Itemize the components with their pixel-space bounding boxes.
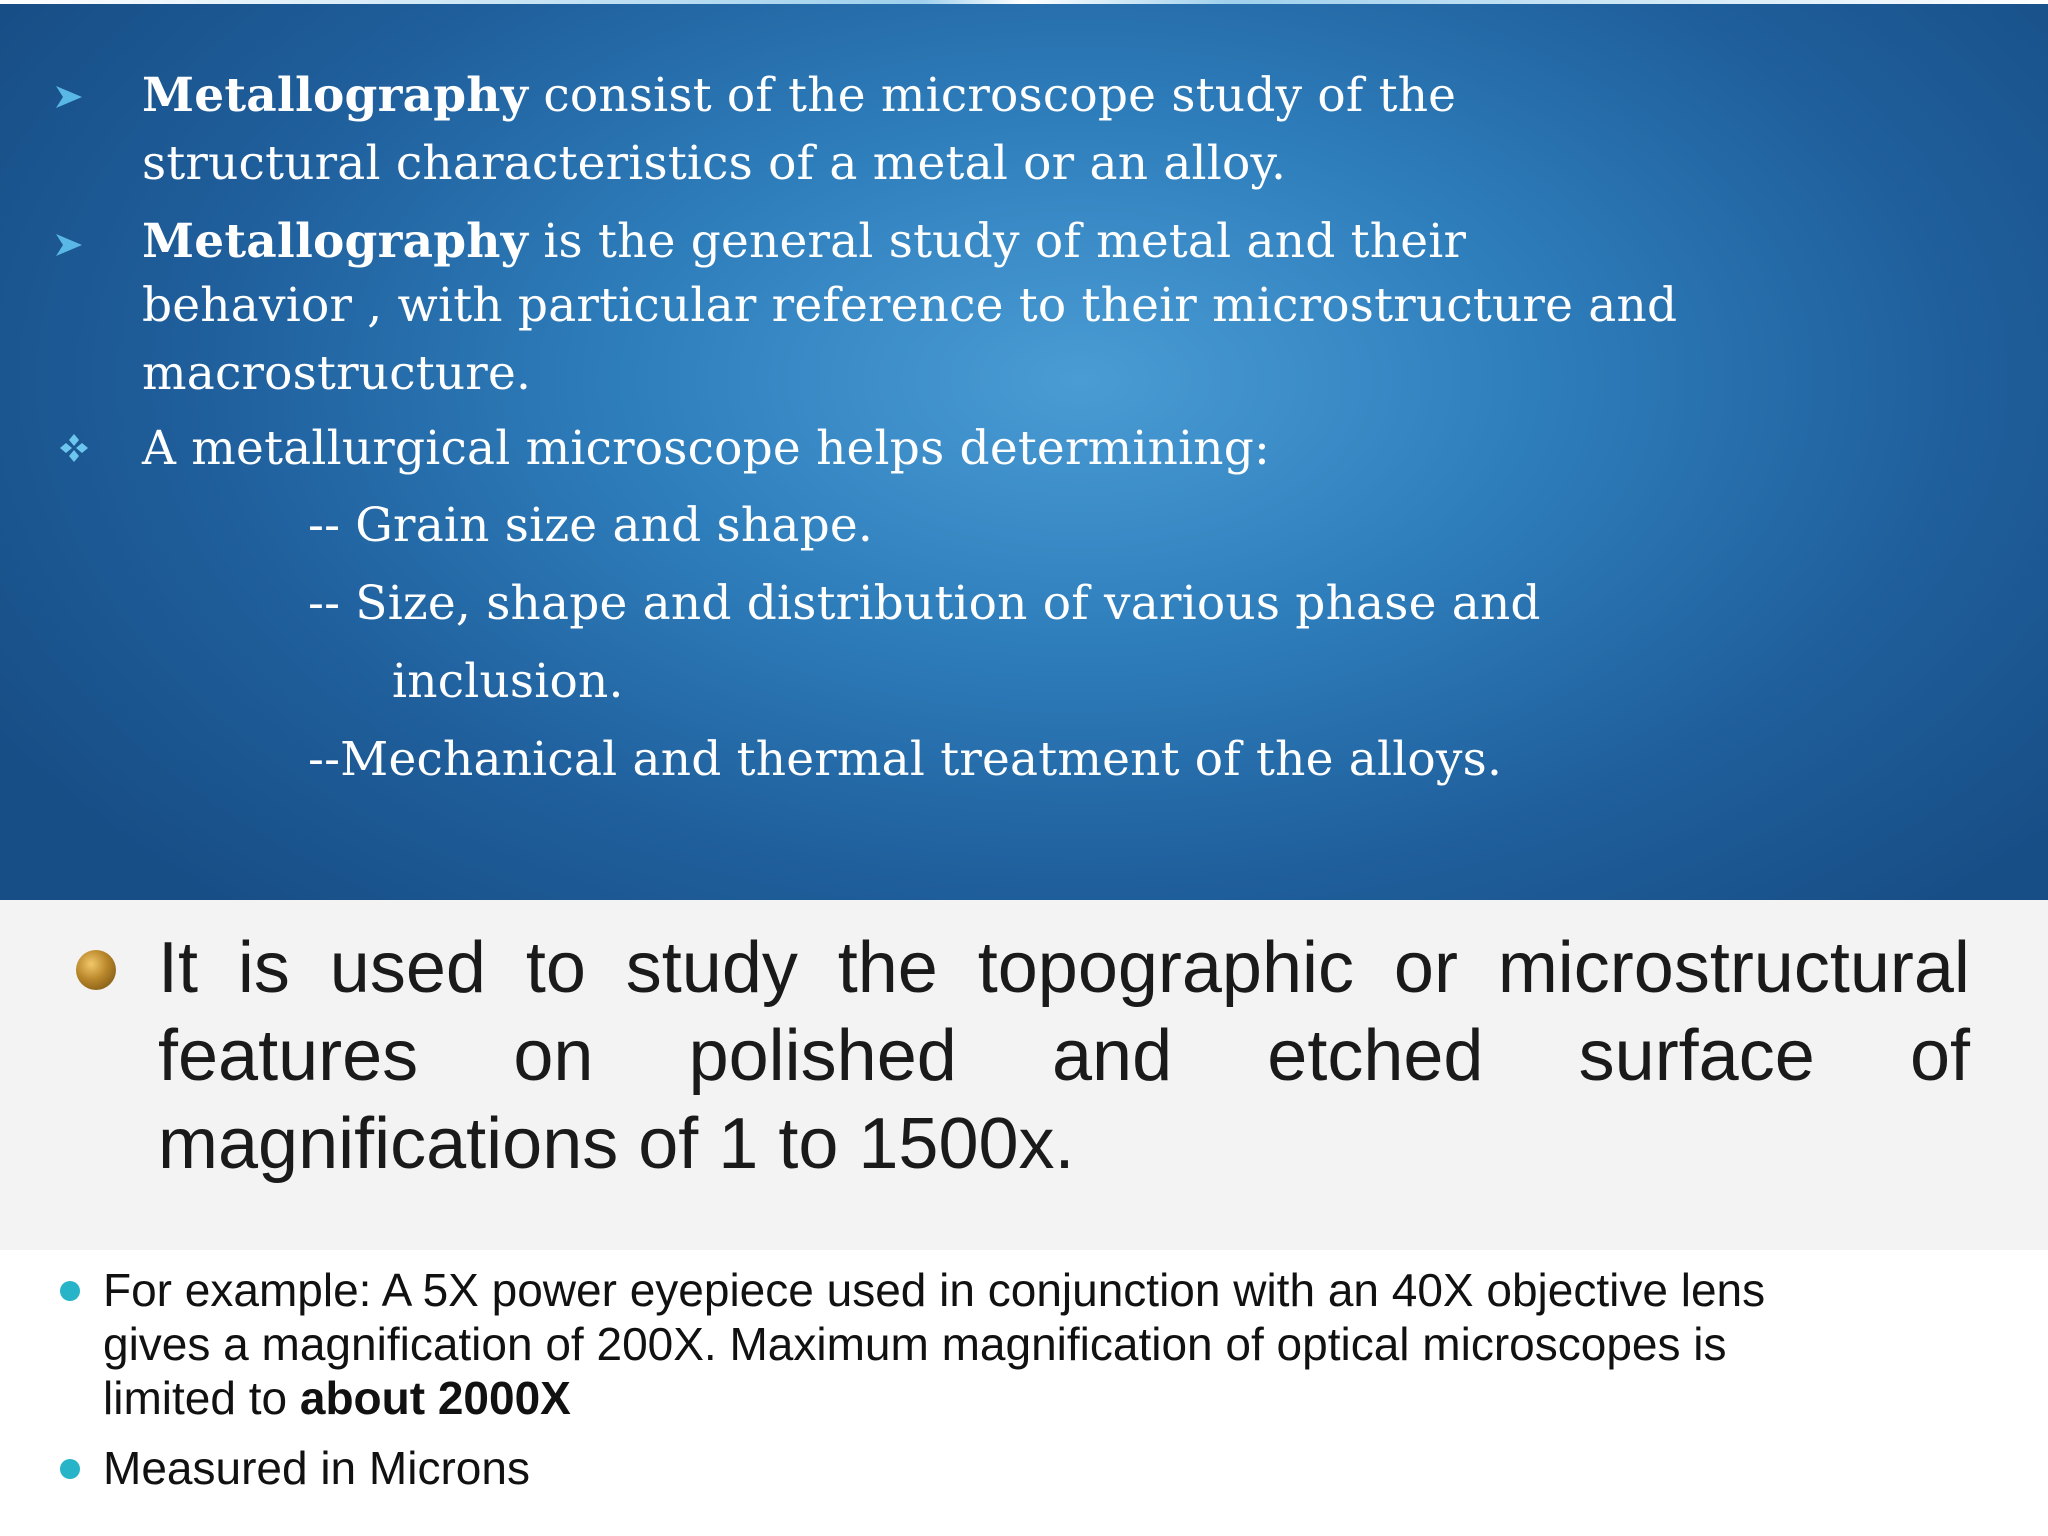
sub-item-treatment: --Mechanical and thermal treatment of the alloys.: [308, 732, 1503, 787]
arrow-bullet-icon: [54, 230, 84, 260]
word: features: [158, 1016, 419, 1096]
white-example-panel: [0, 1250, 2048, 1536]
example-line3: [103, 1371, 571, 1426]
top-accent-strip: [0, 0, 2048, 4]
gold-sphere-bullet-icon: [76, 950, 116, 990]
measured-in-microns: Measured in Microns: [103, 1442, 530, 1494]
example-line3-prefix: limited to: [103, 1372, 300, 1424]
word: used: [329, 928, 486, 1008]
word: topographic: [977, 928, 1355, 1008]
bullet2-line3: macrostructure.: [142, 346, 532, 401]
gray-line3: magnifications of 1 to 1500x.: [158, 1104, 1075, 1184]
gray-line2: [158, 1012, 1970, 1100]
gray-magnification-panel: [0, 900, 2048, 1250]
teal-bullet-icon: [60, 1459, 80, 1479]
bullet3-line: A metallurgical microscope helps determining:: [142, 421, 1271, 476]
bullet2-line1: [142, 214, 1466, 270]
bullet1-keyword: Metallography: [142, 68, 529, 123]
word: It: [158, 928, 199, 1008]
arrow-bullet-icon: [54, 82, 84, 112]
word: microstructural: [1497, 928, 1970, 1008]
bullet2-keyword: Metallography: [142, 214, 529, 269]
example-line1: For example: A 5X power eyepiece used in conjunction with an 40X objective lens: [103, 1264, 1766, 1316]
four-diamond-bullet-icon: [58, 432, 90, 464]
word: etched: [1267, 1016, 1484, 1096]
word: of: [1909, 1016, 1970, 1096]
max-magnification-value: about 2000X: [299, 1372, 571, 1424]
sub-item-phase-distribution-cont: inclusion.: [392, 654, 624, 709]
word: to: [525, 928, 586, 1008]
bullet1-line2: structural characteristics of a metal or an alloy.: [142, 136, 1287, 191]
bullet2-line2: behavior , with particular reference to their microstructure and: [142, 278, 1678, 333]
word: polished: [688, 1016, 957, 1096]
word: the: [837, 928, 938, 1008]
word: and: [1051, 1016, 1173, 1096]
bullet2-line1-rest: is the general study of metal and their: [528, 214, 1467, 269]
sub-item-phase-distribution: -- Size, shape and distribution of various phase and: [308, 576, 1541, 631]
gray-line1: [158, 924, 1970, 1012]
word: or: [1393, 928, 1458, 1008]
teal-bullet-icon: [60, 1281, 80, 1301]
word: surface: [1578, 1016, 1815, 1096]
example-line2: gives a magnification of 200X. Maximum magnification of optical microscopes is: [103, 1318, 1727, 1370]
word: is: [237, 928, 290, 1008]
bullet1-line1-rest: consist of the microscope study of the: [528, 68, 1457, 123]
sub-item-grain-size: -- Grain size and shape.: [308, 498, 874, 553]
word: on: [513, 1016, 594, 1096]
word: study: [625, 928, 798, 1008]
bullet1-line1: [142, 68, 1456, 124]
